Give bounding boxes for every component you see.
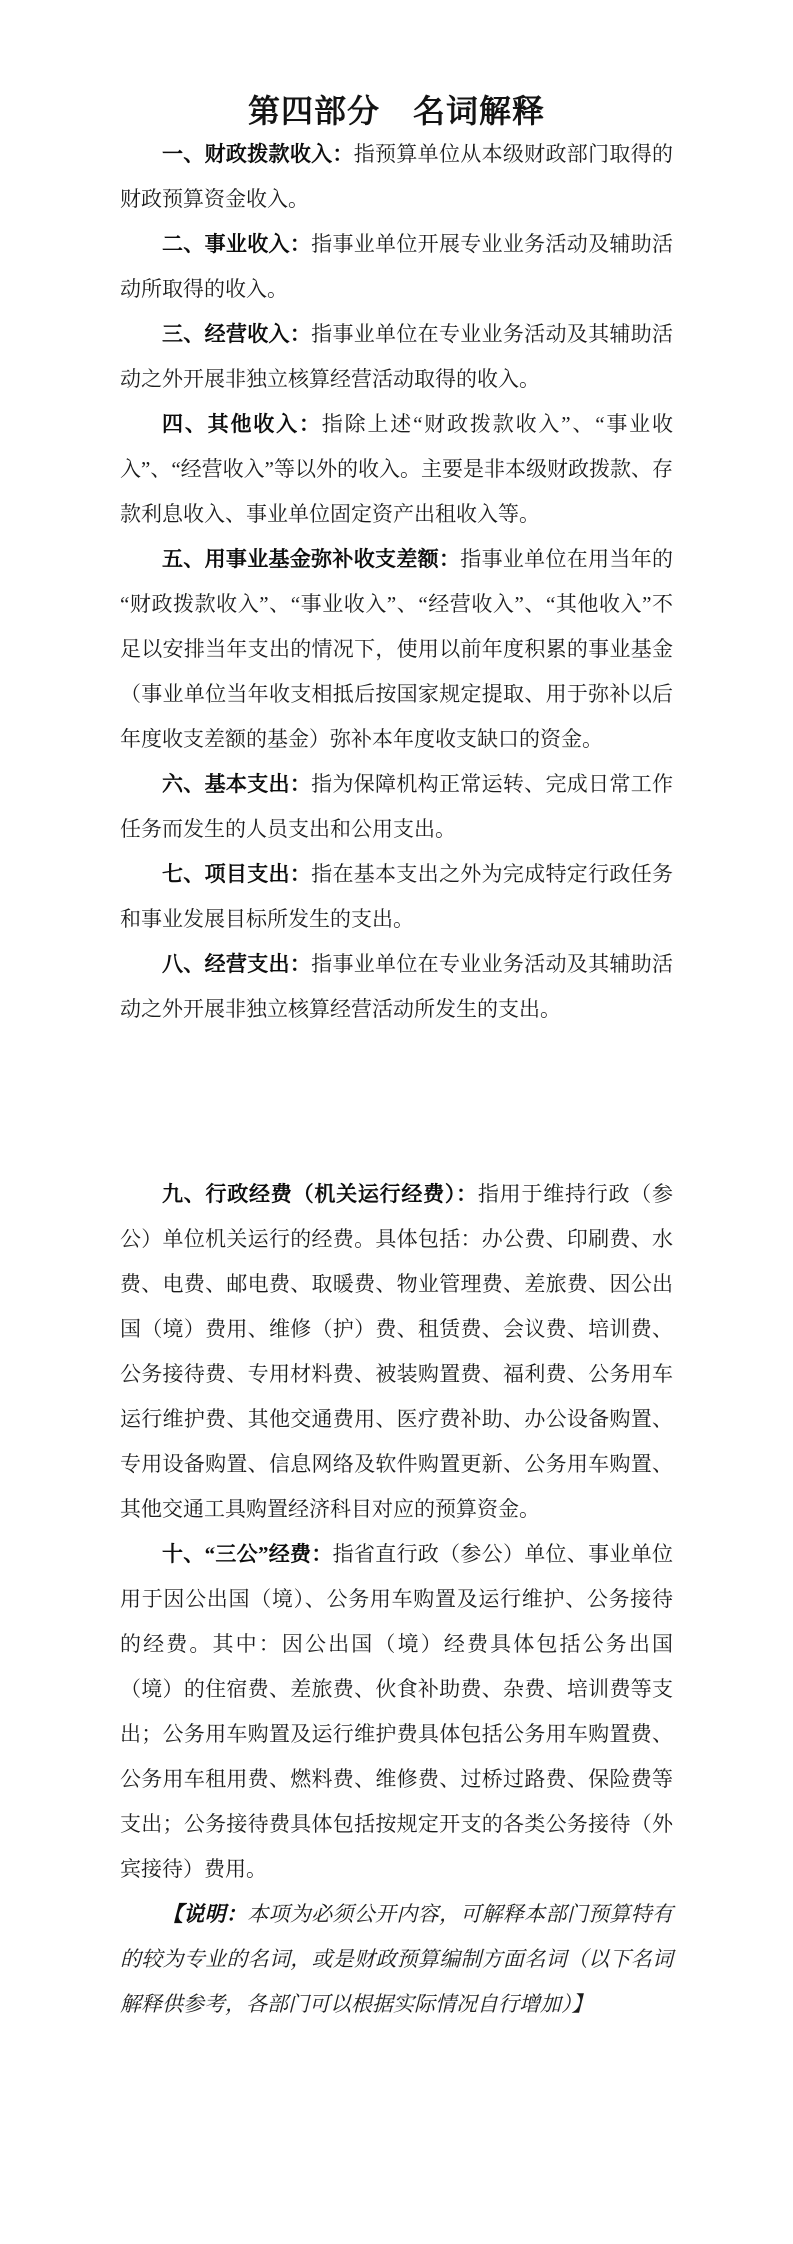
term-label-3: 三、经营收入： bbox=[162, 322, 312, 346]
definition-item-10 bbox=[120, 1532, 673, 1892]
term-definition-8: 指事业单位在专业业务活动及其辅助活动之外开展非独立核算经营活动所发生的支出。 bbox=[120, 952, 674, 1021]
term-label-10: 十、“三公”经费： bbox=[162, 1542, 333, 1566]
term-definition-5: 指事业单位在用当年的“财政拨款收入”、“事业收入”、“经营收入”、“其他收入”不足以安排当年支出的情况下，使用以前年度积累的事业基金（事业单位当年收支相抵后按国家规定提取、用于弥补以后年度收支差额的基金）弥补本年度收支缺口的资金。 bbox=[120, 547, 674, 751]
page-title: 第四部分 名词解释 bbox=[247, 93, 545, 129]
term-label-2: 二、事业收入： bbox=[162, 232, 312, 256]
term-definition-6: 指为保障机构正常运转、完成日常工作任务而发生的人员支出和公用支出。 bbox=[120, 772, 674, 841]
page-two-section bbox=[120, 1172, 673, 2027]
definition-item-5 bbox=[120, 537, 673, 762]
term-definition-3: 指事业单位在专业业务活动及其辅助活动之外开展非独立核算经营活动取得的收入。 bbox=[120, 322, 674, 391]
definition-item-6 bbox=[120, 762, 673, 852]
definition-item-1 bbox=[120, 132, 673, 222]
note-lead-label: 【说明： bbox=[162, 1902, 248, 1926]
term-label-8: 八、经营支出： bbox=[162, 952, 312, 976]
definition-item-3 bbox=[120, 312, 673, 402]
definition-item-7 bbox=[120, 852, 673, 942]
definition-item-8 bbox=[120, 942, 673, 1032]
term-label-4: 四、其他收入： bbox=[162, 412, 322, 436]
term-label-9: 九、行政经费（机关运行经费）： bbox=[162, 1182, 478, 1206]
term-definition-4: 指除上述“财政拨款收入”、“事业收入”、“经营收入”等以外的收入。主要是非本级财政拨款、存款利息收入、事业单位固定资产出租收入等。 bbox=[120, 412, 673, 526]
term-label-7: 七、项目支出： bbox=[162, 862, 312, 886]
term-label-1: 一、财政拨款收入： bbox=[162, 142, 354, 166]
editor-note bbox=[120, 1892, 673, 2027]
document-body bbox=[120, 132, 673, 2027]
definition-item-9 bbox=[120, 1172, 673, 1532]
definition-item-4 bbox=[120, 402, 673, 537]
note-body-text: 本项为必须公开内容，可解释本部门预算特有的较为专业的名词，或是财政预算编制方面名词（以下名词解释供参考，各部门可以根据实际情况自行增加）】 bbox=[120, 1902, 673, 2016]
term-label-6: 六、基本支出： bbox=[162, 772, 312, 796]
term-definition-2: 指事业单位开展专业业务活动及辅助活动所取得的收入。 bbox=[120, 232, 674, 301]
term-definition-10: 指省直行政（参公）单位、事业单位用于因公出国（境）、公务用车购置及运行维护、公务接待的经费。其中：因公出国（境）经费具体包括公务出国（境）的住宿费、差旅费、伙食补助费、杂费、培训费等支出；公务用车购置及运行维护费具体包括公务用车购置费、公务用车租用费、燃料费、维修费、过桥过路费、保险费等支出；公务接待费具体包括按规定开支的各类公务接待（外宾接待）费用。 bbox=[120, 1542, 673, 1881]
definition-item-2 bbox=[120, 222, 673, 312]
term-label-5: 五、用事业基金弥补收支差额： bbox=[162, 547, 461, 571]
term-definition-9: 指用于维持行政（参公）单位机关运行的经费。具体包括：办公费、印刷费、水费、电费、邮电费、取暖费、物业管理费、差旅费、因公出国（境）费用、维修（护）费、租赁费、会议费、培训费、公务接待费、专用材料费、被装购置费、福利费、公务用车运行维护费、其他交通费用、医疗费补助、办公设备购置、专用设备购置、信息网络及软件购置更新、公务用车购置、其他交通工具购置经济科目对应的预算资金。 bbox=[120, 1182, 674, 1521]
term-definition-1: 指预算单位从本级财政部门取得的财政预算资金收入。 bbox=[120, 142, 674, 211]
term-definition-7: 指在基本支出之外为完成特定行政任务和事业发展目标所发生的支出。 bbox=[120, 862, 674, 931]
